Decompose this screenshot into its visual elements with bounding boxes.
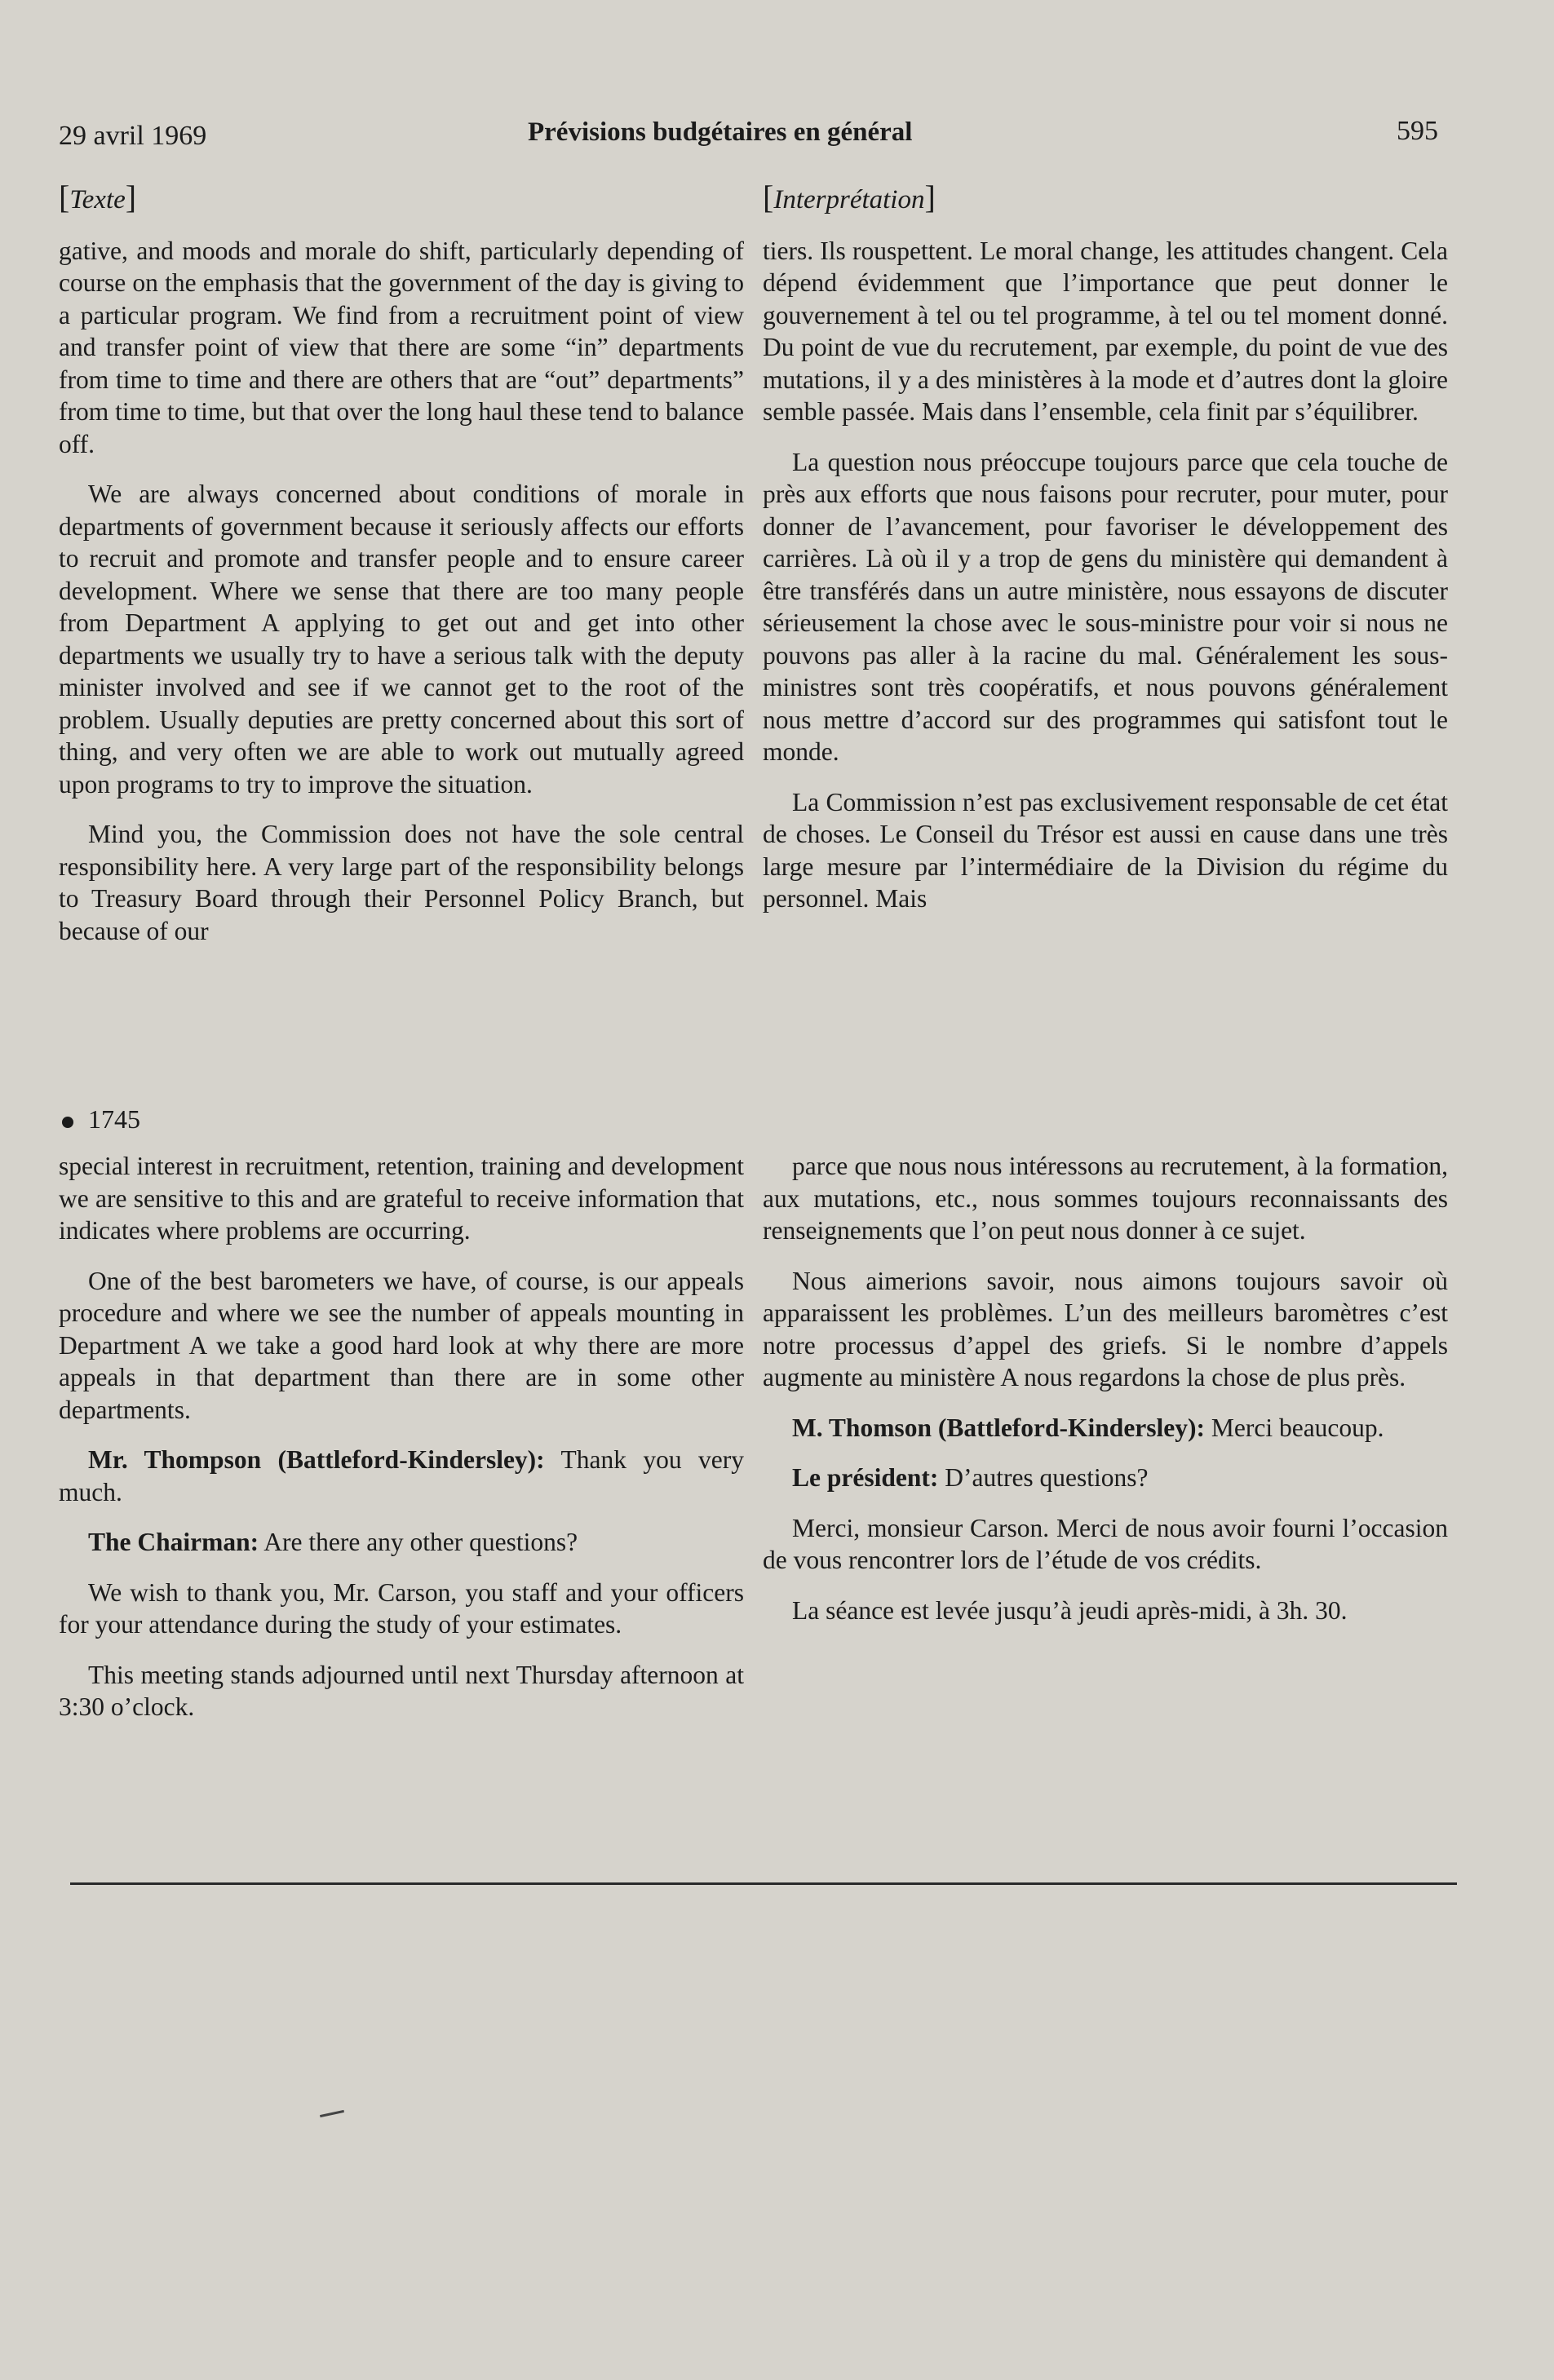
left-column-upper — [59, 181, 744, 965]
right-paragraph: La question nous préoccupe toujours parce que cela touche de près aux efforts que nous faisons pour recruter, pour muter, pour donner de l’avancement, pour favoriser le développement des carrières. Là où il y a trop de gens du ministère qui demandent à être transférés dans un autre ministère, nous essayons de discuter sérieusement la chose avec le sous-ministre pour voir si nous ne pouvons pas aller à la racine du mal. Généralement les sous-ministres sont très coopératifs, et nous pouvons généralement nous mettre d’accord sur des programmes qui satisfont tout le monde. — [763, 447, 1448, 766]
right-paragraph: tiers. Ils rouspettent. Le moral change, les attitudes changent. Cela dépend évidemment que l’importance que peut donner le gouvernement à tel ou tel programme, à tel ou tel moment donné. Du point de vue du recrutement, par exemple, du point de vue des mutations, il y a des ministères à la mode et d’autres dont la gloire semble passée. Mais dans l’ensemble, cela finit par s’équilibrer. — [763, 236, 1448, 426]
right-column-upper — [763, 181, 1448, 933]
left-paragraph: gative, and moods and morale do shift, particularly depending of course on the emphasis that the government of the day is giving to a particular program. We find from a recruitment point of view and transfer point of view that there are some “in” departments from time to time and there are others that are “out” departments” from time to time, but that over the long haul these tend to balance off. — [59, 236, 744, 458]
right-paragraph: La séance est levée jusqu’à jeudi après-midi, à 3h. 30. — [792, 1595, 1348, 1625]
time-marker-text: 1745 — [88, 1104, 140, 1134]
right-column-lower — [763, 1150, 1448, 1644]
right-speaker-paragraph — [763, 1412, 1448, 1444]
left-paragraph: We wish to thank you, Mr. Carson, you staff and your officers for your attendance during the study of your estimates. — [59, 1577, 744, 1639]
left-speaker-paragraph — [59, 1444, 744, 1508]
right-paragraph: parce que nous nous intéressons au recrutement, à la formation, aux mutations, etc., nous sommes toujours reconnaissants des renseignements que l’on peut nous donner à ce sujet. — [763, 1152, 1448, 1245]
right-chair-paragraph — [763, 1462, 1448, 1494]
bullet-dot-icon — [62, 1117, 73, 1128]
left-paragraph: This meeting stands adjourned until next Thursday afternoon at 3:30 o’clock. — [59, 1660, 744, 1721]
speech-text: D’autres questions? — [938, 1463, 1149, 1492]
page-number: 595 — [1397, 116, 1438, 146]
speech-text: Merci beaucoup. — [1205, 1413, 1384, 1442]
stray-mark — [320, 2110, 344, 2117]
time-marker — [62, 1104, 140, 1135]
left-paragraph: One of the best barometers we have, of course, is our appeals procedure and where we see the number of appeals mounting in Department A we take a good hard look at why there are more appeals in that department than there are in some other departments. — [59, 1266, 744, 1424]
speaker-name: Le président: — [792, 1463, 939, 1492]
right-section-label: [Interprétation] — [763, 179, 936, 215]
left-paragraph: We are always concerned about conditions of morale in departments of government because it seriously affects our efforts to recruit and promote and transfer people and to ensure career development. Where we sense that there are too many people from Department A applying to get out and get into other departments we usually try to have a serious talk with the deputy minister involved and see if we cannot get to the root of the problem. Usually deputies are pretty concerned about this sort of thing, and very often we are able to work out mutually agreed upon programs to try to improve the situation. — [59, 480, 744, 798]
running-header — [59, 113, 1446, 161]
speaker-name: The Chairman: — [88, 1528, 259, 1556]
left-chair-paragraph — [59, 1526, 744, 1559]
right-paragraph: Merci, monsieur Carson. Merci de nous avoir fourni l’occasion de vous rencontrer lors de l’étude de vos crédits. — [763, 1513, 1448, 1574]
right-paragraph: Nous aimerions savoir, nous aimons toujours savoir où apparaissent les problèmes. L’un des meilleurs baromètres c’est notre processus d’appel des griefs. Si le nombre d’appels augmente au ministère A nous regardons la chose de plus près. — [763, 1266, 1448, 1391]
left-paragraph: Mind you, the Commission does not have the sole central responsibility here. A very large part of the responsibility belongs to Treasury Board through their Personnel Policy Branch, but because of our — [59, 820, 744, 945]
end-rule — [70, 1882, 1457, 1885]
speaker-name: M. Thomson (Battleford-Kindersley): — [792, 1413, 1205, 1442]
speaker-name: Mr. Thompson (Battleford-Kindersley): — [88, 1445, 545, 1474]
left-section-label: [Texte] — [59, 179, 137, 215]
speech-text: Thank you very much. — [59, 1445, 745, 1506]
right-paragraph: La Commission n’est pas exclusivement responsable de cet état de choses. Le Conseil du Trésor est aussi en cause dans une très large mesure par l’intermédiaire de la Division du régime du personnel. Mais — [763, 787, 1448, 913]
speech-text: Are there any other questions? — [259, 1528, 578, 1556]
left-column-lower — [59, 1150, 744, 1741]
left-paragraph: special interest in recruitment, retention, training and development we are sensitive to this and are grateful to receive information that indicates where problems are occurring. — [59, 1152, 744, 1245]
header-title: Prévisions budgétaires en général — [528, 117, 913, 147]
header-date: 29 avril 1969 — [59, 121, 207, 151]
